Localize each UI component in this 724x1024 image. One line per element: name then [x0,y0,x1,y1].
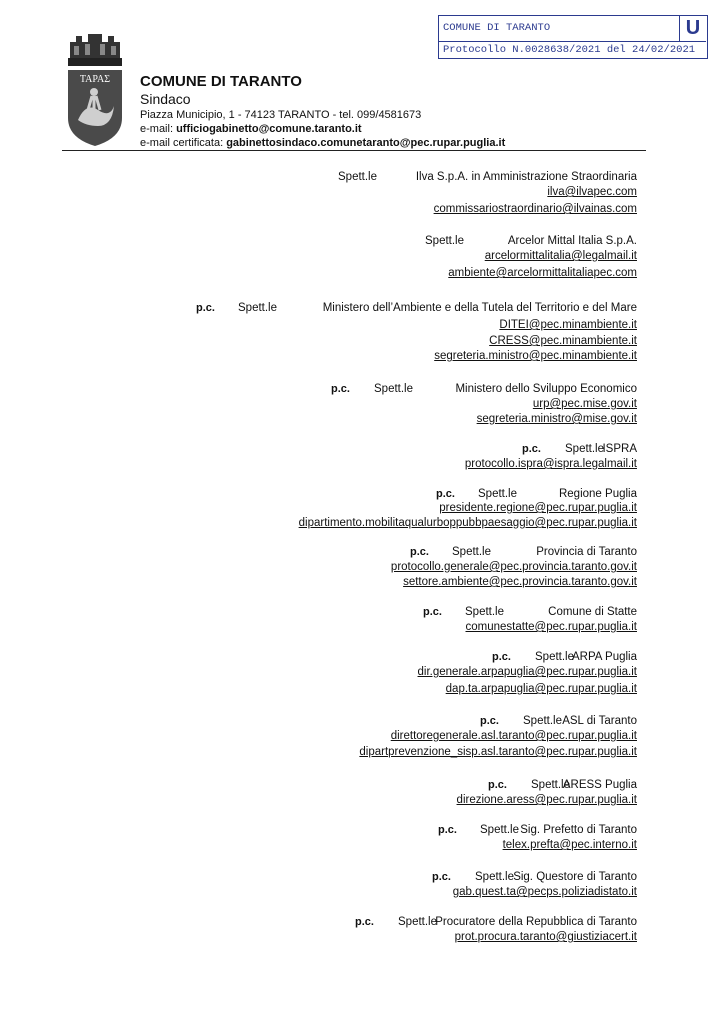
procuratore-pc: p.c. [355,916,374,928]
procuratore-prefix: Spett.le [398,916,437,928]
ilva-email-2[interactable]: commissariostraordinario@ilvainas.com [433,203,637,215]
email-line [140,123,362,135]
prefetto-pc: p.c. [438,824,457,836]
procuratore-name: Procuratore della Repubblica di Taranto [435,916,637,928]
regione-prefix: Spett.le [478,488,517,500]
ambiente-email-1[interactable]: DITEI@pec.minambiente.it [499,319,637,331]
mise-email-2[interactable]: segreteria.ministro@mise.gov.it [476,413,637,425]
email-label: e-mail: [140,123,174,135]
aress-name: ARESS Puglia [562,779,637,791]
arcelor-prefix: Spett.le [425,235,464,247]
arcelor-name: Arcelor Mittal Italia S.p.A. [507,235,637,247]
provincia-pc: p.c. [410,546,429,558]
regione-email-1[interactable]: presidente.regione@pec.rupar.puglia.it [439,502,637,514]
statte-prefix: Spett.le [465,606,504,618]
questore-email-1[interactable]: gab.quest.ta@pecps.poliziadistato.it [452,886,637,898]
regione-name: Regione Puglia [558,488,637,500]
prefetto-prefix: Spett.le [480,824,519,836]
asl-email-2[interactable]: dipartprevenzione_sisp.asl.taranto@pec.rupar.puglia.it [359,746,637,758]
provincia-email-1[interactable]: protocollo.generale@pec.provincia.taranto.gov.it [390,561,637,573]
provincia-prefix: Spett.le [452,546,491,558]
arpa-name: ARPA Puglia [572,651,637,663]
protocol-stamp [438,15,708,59]
provincia-name: Provincia di Taranto [536,546,637,558]
mise-prefix: Spett.le [374,383,413,395]
ispra-email-1[interactable]: protocollo.ispra@ispra.legalmail.it [464,458,637,470]
mise-email-1[interactable]: urp@pec.mise.gov.it [532,398,637,410]
asl-name: ASL di Taranto [562,715,637,727]
regione-pc: p.c. [436,488,455,500]
pec-line [140,137,505,149]
questore-pc: p.c. [432,871,451,883]
prefetto-email-1[interactable]: telex.prefta@pec.interno.it [502,839,637,851]
ambiente-email-2[interactable]: CRESS@pec.minambiente.it [489,335,637,347]
arpa-pc: p.c. [492,651,511,663]
mise-name: Ministero dello Sviluppo Economico [455,383,637,395]
ambiente-name: Ministero dell’Ambiente e della Tutela del Territorio e del Mare [322,302,637,314]
arpa-email-1[interactable]: dir.generale.arpapuglia@pec.rupar.puglia.it [417,666,637,678]
arpa-prefix: Spett.le [535,651,574,663]
ispra-name: ISPRA [602,443,637,455]
provincia-email-2[interactable]: settore.ambiente@pec.provincia.taranto.gov.it [403,576,637,588]
prefetto-name: Sig. Prefetto di Taranto [520,824,637,836]
aress-email-1[interactable]: direzione.aress@pec.rupar.puglia.it [456,794,637,806]
stamp-office: COMUNE DI TARANTO [439,16,679,42]
statte-email-1[interactable]: comunestatte@pec.rupar.puglia.it [465,621,637,633]
org-role: Sindaco [140,91,191,107]
procuratore-email-1[interactable]: prot.procura.taranto@giustiziacert.it [454,931,637,943]
questore-prefix: Spett.le [475,871,514,883]
email-address[interactable]: ufficiogabinetto@comune.taranto.it [176,123,362,135]
stamp-protocol: Protocollo N.0028638/2021 del 24/02/2021 [443,44,696,56]
pec-address[interactable]: gabinettosindaco.comunetaranto@pec.rupar.puglia.it [226,137,506,149]
regione-email-2[interactable]: dipartimento.mobilitaqualurboppubbpaesaggio@pec.rupar.puglia.it [298,517,637,529]
asl-pc: p.c. [480,715,499,727]
crest-motto: ΤΑΡΑΣ [79,74,111,85]
ilva-name: Ilva S.p.A. in Amministrazione Straordinaria [415,171,637,183]
stamp-letter: U [679,16,706,42]
org-name: COMUNE DI TARANTO [140,73,302,90]
arpa-email-2[interactable]: dap.ta.arpapuglia@pec.rupar.puglia.it [445,683,637,695]
ispra-prefix: Spett.le [565,443,604,455]
ambiente-pc: p.c. [196,302,215,314]
org-address: Piazza Municipio, 1 - 74123 TARANTO - tel. 099/4581673 [140,109,422,121]
ilva-prefix: Spett.le [338,171,377,183]
header-divider [62,150,646,151]
ambiente-prefix: Spett.le [238,302,277,314]
arcelor-email-2[interactable]: ambiente@arcelormittalitaliapec.com [448,267,637,279]
asl-prefix: Spett.le [523,715,562,727]
ilva-email-1[interactable]: ilva@ilvapec.com [547,186,637,198]
aress-pc: p.c. [488,779,507,791]
pec-label: e-mail certificata: [140,137,224,149]
asl-email-1[interactable]: direttoregenerale.asl.taranto@pec.rupar.puglia.it [390,730,637,742]
ispra-pc: p.c. [522,443,541,455]
ambiente-email-3[interactable]: segreteria.ministro@pec.minambiente.it [434,350,637,362]
statte-pc: p.c. [423,606,442,618]
mise-pc: p.c. [331,383,350,395]
arcelor-email-1[interactable]: arcelormittalitalia@legalmail.it [484,250,637,262]
aress-prefix: Spett.le [531,779,570,791]
questore-name: Sig. Questore di Taranto [513,871,637,883]
statte-name: Comune di Statte [548,606,637,618]
crest-logo [64,30,126,148]
